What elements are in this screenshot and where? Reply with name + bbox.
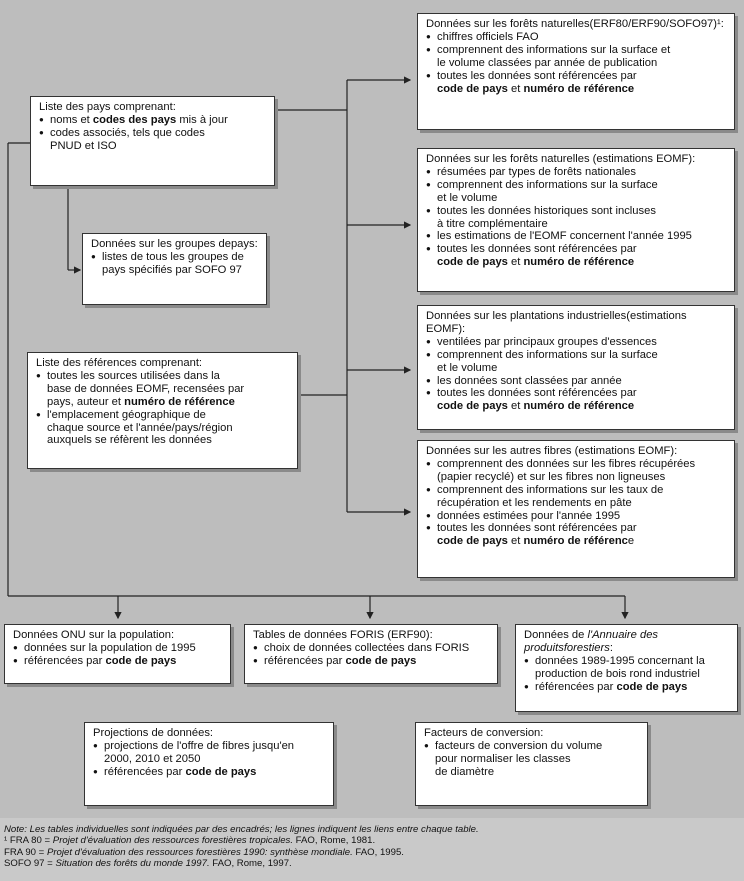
- text-fragment: chiffres officiels FAO: [437, 30, 539, 43]
- bold-fragment: code de pays: [105, 654, 177, 667]
- text-fragment: les estimations de l'EOMF concernent l'année 1995: [437, 230, 692, 243]
- bold-fragment: code de pays: [437, 256, 508, 269]
- text-fragment: ¹ FRA 80 =: [4, 835, 53, 847]
- text-line: [564, 642, 613, 654]
- bullet-item: [13, 642, 224, 655]
- text-fragment: (papier recyclé) et sur les fibres non ligneuses: [437, 470, 666, 483]
- box-title-line: Données sur les forêts naturelles (estimations EOMF):: [426, 153, 696, 165]
- box-title-line: (estimations EOMF):: [426, 310, 687, 335]
- bullet-list: [253, 642, 491, 668]
- text-fragment: pays spécifiés par SOFO 97: [102, 263, 242, 276]
- text-fragment: les données sont classées par année: [437, 374, 622, 387]
- text-fragment: référencées par: [535, 680, 617, 693]
- text-line: [437, 179, 728, 192]
- text-fragment: l'emplacement géographique de: [47, 408, 206, 421]
- text-fragment: noms et: [50, 113, 93, 126]
- bullet-item: [39, 127, 268, 153]
- box-title: [424, 727, 641, 740]
- text-line: [264, 655, 491, 668]
- text-fragment: facteurs de conversion du volume: [435, 739, 603, 752]
- text-fragment: à titre complémentaire: [437, 217, 548, 230]
- italic-fragment: Projet d'évaluation des ressources forestières tropicales.: [52, 835, 293, 847]
- text-fragment: récupération et les rendements en pâte: [437, 496, 632, 509]
- italic-fragment: Projet d'évaluation des ressources forestières 1990: synthèse mondiale.: [46, 846, 353, 858]
- italic-fragment: forestiers: [563, 641, 610, 654]
- italic-fragment: l'Annuaire des produits: [524, 629, 659, 654]
- text-fragment: référencées par: [24, 654, 106, 667]
- bullet-item: [426, 230, 728, 243]
- conversion-box: [415, 722, 648, 806]
- text-fragment: :: [609, 641, 613, 654]
- bold-fragment: code de pays: [437, 400, 508, 413]
- text-line: [104, 740, 327, 753]
- bold-fragment: code de pays: [437, 82, 508, 95]
- bullet-item: [426, 387, 728, 413]
- bold-fragment: code de pays: [437, 535, 508, 548]
- text-fragment: PNUD et ISO: [50, 139, 117, 152]
- box-title-line: Données sur les plantations industrielles: [426, 310, 627, 322]
- bullet-item: [524, 655, 731, 681]
- bullet-item: [36, 370, 291, 409]
- text-fragment: résumées par types de forêts nationales: [437, 165, 636, 178]
- text-fragment: et le volume: [437, 191, 498, 204]
- box-title: [13, 629, 224, 642]
- bullet-item: [424, 740, 641, 779]
- box-title: [91, 238, 260, 251]
- text-line: [47, 434, 291, 447]
- text-fragment: comprennent des informations sur la surface et: [437, 43, 671, 56]
- box-title-line: Projections de données:: [93, 727, 214, 739]
- bullet-list: [93, 740, 327, 779]
- box-title-line: Données sur les forêts naturelles: [426, 18, 590, 30]
- text-line: [437, 400, 728, 413]
- box-title-text: Liste des pays comprenant:: [39, 101, 176, 113]
- text-fragment: comprennent des informations sur la surface: [437, 348, 658, 361]
- text-fragment: Données de: [524, 629, 588, 641]
- text-fragment: référencées par: [104, 765, 186, 778]
- box-title-text: Liste des références comprenant:: [36, 357, 203, 369]
- text-fragment: le volume classées par année de publication: [437, 56, 658, 69]
- text-line: [437, 522, 728, 535]
- references-box: [27, 352, 298, 469]
- box-title-line: pays:: [230, 238, 258, 250]
- text-line: [437, 362, 728, 375]
- bold-fragment: code de pays: [185, 765, 257, 778]
- text-fragment: comprennent des informations sur la surface: [437, 178, 658, 191]
- natural-forests-fra-box: [417, 13, 735, 130]
- box-title: [253, 629, 491, 642]
- text-line: [437, 83, 728, 96]
- text-line: [24, 655, 224, 668]
- plantations-box: [417, 305, 735, 430]
- text-line: [437, 218, 728, 231]
- text-fragment: 2000, 2010 et 2050: [104, 752, 201, 765]
- text-fragment: mis à jour: [176, 113, 228, 126]
- text-line: [437, 349, 728, 362]
- text-line: [535, 668, 731, 681]
- box-title-line: Tables de données FORIS (ERF90):: [253, 629, 433, 641]
- text-line: [47, 370, 291, 383]
- text-fragment: projections de l'offre de fibres jusqu'en: [104, 739, 295, 752]
- text-fragment: production de bois rond industriel: [535, 667, 700, 680]
- text-fragment: chaque source et l'année/pays/région: [47, 421, 233, 434]
- text-fragment: SOFO 97 =: [4, 858, 56, 870]
- text-line: [435, 740, 641, 753]
- text-fragment: FAO, Rome, 1997.: [209, 858, 292, 870]
- box-title: [39, 101, 268, 114]
- bullet-item: [426, 70, 728, 96]
- text-fragment: toutes les données sont référencées par: [437, 243, 637, 256]
- bold-fragment: code de pays: [345, 654, 417, 667]
- text-fragment: et: [507, 256, 524, 269]
- text-line: [104, 753, 327, 766]
- box-title-line: Données sur les autres fibres (estimations EOMF):: [426, 445, 678, 457]
- bold-fragment: codes des pays: [92, 113, 177, 126]
- text-line: [264, 642, 491, 655]
- text-fragment: de diamètre: [435, 765, 495, 778]
- bullet-item: [426, 375, 728, 388]
- text-fragment: pour normaliser les classes: [435, 752, 571, 765]
- box-title: [426, 153, 728, 166]
- bold-fragment: numéro de référence: [523, 256, 635, 269]
- bullet-list: [426, 31, 728, 96]
- bullet-item: [426, 336, 728, 349]
- text-fragment: toutes les données sont référencées par: [437, 387, 637, 400]
- bullet-item: [524, 681, 731, 694]
- bullet-item: [426, 166, 728, 179]
- text-fragment: choix de données collectées dans FORIS: [264, 641, 470, 654]
- country-list-box: [30, 96, 275, 186]
- bullet-list: [424, 740, 641, 779]
- footnote-line: [4, 858, 479, 869]
- text-line: [437, 471, 728, 484]
- bullet-list: [91, 251, 260, 277]
- footnote-line: [4, 847, 479, 858]
- text-line: [102, 251, 260, 264]
- text-line: [4, 858, 292, 869]
- bullet-list: [426, 166, 728, 269]
- text-line: [47, 422, 291, 435]
- footnote-line: [4, 824, 479, 835]
- bullet-list: [524, 655, 731, 694]
- bold-fragment: numéro de référenc: [523, 535, 628, 548]
- text-fragment: données sur la population de 1995: [24, 641, 196, 654]
- other-fibres-box: [417, 440, 735, 578]
- footnote-line: [4, 835, 479, 846]
- box-title: [426, 310, 728, 336]
- text-fragment: et: [507, 82, 524, 95]
- un-population-box: [4, 624, 231, 684]
- bullet-item: [426, 349, 728, 375]
- text-line: [437, 387, 728, 400]
- text-line: [50, 127, 268, 140]
- text-fragment: et le volume: [437, 361, 498, 374]
- bold-fragment: numéro de référence: [124, 395, 235, 408]
- text-line: [437, 230, 728, 243]
- text-line: [437, 166, 728, 179]
- box-title: [426, 445, 728, 458]
- italic-fragment: Les tables individuelles sont indiquées par des encadrés; les lignes indiquent les liens entre chaque table.: [26, 824, 479, 835]
- text-fragment: toutes les données sont référencées par: [437, 522, 637, 535]
- text-fragment: données 1989-1995 concernant la: [535, 654, 705, 667]
- bullet-list: [36, 370, 291, 447]
- text-fragment: codes associés, tels que codes: [50, 126, 205, 139]
- bullet-list: [426, 458, 728, 548]
- bullet-list: [13, 642, 224, 668]
- box-title-line: Données ONU sur la population:: [13, 629, 175, 641]
- text-fragment: toutes les données sont référencées par: [437, 69, 637, 82]
- text-line: [437, 57, 728, 70]
- text-line: [104, 766, 327, 779]
- text-fragment: auxquels se réfèrent les données: [47, 434, 212, 447]
- text-line: [437, 484, 728, 497]
- text-line: [47, 409, 291, 422]
- bullet-item: [39, 114, 268, 127]
- text-line: [435, 753, 641, 766]
- bullet-item: [426, 522, 728, 548]
- bullet-item: [426, 510, 728, 523]
- bold-fragment: code de pays: [616, 680, 688, 693]
- box-title-line: (ERF80/ERF90/SOFO97)¹:: [589, 18, 724, 30]
- text-line: [437, 458, 728, 471]
- text-line: [50, 114, 268, 127]
- text-fragment: FAO, 1995.: [352, 846, 404, 858]
- text-line: [437, 44, 728, 57]
- box-title-line: Facteurs de conversion:: [424, 727, 544, 739]
- bullet-list: [39, 114, 268, 153]
- text-line: [437, 535, 728, 548]
- text-fragment: pays, auteur et: [47, 395, 125, 408]
- bullet-item: [253, 655, 491, 668]
- text-line: [437, 497, 728, 510]
- box-title: [524, 629, 731, 655]
- country-groups-box: [82, 233, 267, 305]
- bullet-item: [36, 409, 291, 448]
- bold-fragment: numéro de référence: [523, 82, 635, 95]
- text-fragment: référencées par: [264, 654, 346, 667]
- text-line: [437, 205, 728, 218]
- text-fragment: comprennent des informations sur les taux de: [437, 483, 664, 496]
- text-line: [437, 256, 728, 269]
- bullet-item: [426, 243, 728, 269]
- text-line: [435, 766, 641, 779]
- text-line: [24, 642, 224, 655]
- italic-fragment: Note:: [4, 824, 27, 835]
- text-line: [437, 243, 728, 256]
- bullet-item: [426, 179, 728, 205]
- text-line: [47, 383, 291, 396]
- text-line: [437, 336, 728, 349]
- bullet-item: [93, 766, 327, 779]
- text-fragment: e: [627, 535, 635, 548]
- footnotes: [4, 824, 479, 870]
- projections-box: [84, 722, 334, 806]
- text-fragment: comprennent des données sur les fibres récupérées: [437, 457, 696, 470]
- text-fragment: FRA 90 =: [4, 846, 47, 858]
- natural-forests-eomf-box: [417, 148, 735, 292]
- text-fragment: et: [507, 535, 524, 548]
- text-fragment: toutes les sources utilisées dans la: [47, 369, 220, 382]
- text-fragment: toutes les données historiques sont incluses: [437, 204, 656, 217]
- text-line: [437, 31, 728, 44]
- text-line: [437, 70, 728, 83]
- text-line: [4, 847, 404, 858]
- bullet-list: [426, 336, 728, 413]
- box-title-line: Données sur les groupes de: [91, 238, 231, 250]
- bullet-item: [426, 458, 728, 484]
- bullet-item: [93, 740, 327, 766]
- bullet-item: [426, 484, 728, 510]
- foris-box: [244, 624, 498, 684]
- text-line: [4, 824, 479, 835]
- text-line: [437, 510, 728, 523]
- italic-fragment: Situation des forêts du monde 1997.: [55, 858, 210, 870]
- text-line: [437, 192, 728, 205]
- text-fragment: données estimées pour l'année 1995: [437, 509, 621, 522]
- text-line: [102, 264, 260, 277]
- bullet-item: [426, 31, 728, 44]
- bold-fragment: numéro de référence: [523, 400, 635, 413]
- bullet-item: [426, 44, 728, 70]
- bullet-item: [253, 642, 491, 655]
- text-fragment: et: [507, 400, 524, 413]
- bullet-item: [13, 655, 224, 668]
- text-fragment: FAO, Rome, 1981.: [293, 835, 376, 847]
- text-line: [535, 655, 731, 668]
- text-line: [50, 140, 268, 153]
- text-fragment: base de données EOMF, recensées par: [47, 382, 245, 395]
- text-line: [535, 681, 731, 694]
- text-fragment: listes de tous les groupes de: [102, 250, 244, 263]
- box-title: [426, 18, 728, 31]
- bullet-item: [91, 251, 260, 277]
- text-line: [4, 835, 375, 846]
- text-line: [437, 375, 728, 388]
- text-line: [47, 396, 291, 409]
- box-title: [36, 357, 291, 370]
- box-title: [93, 727, 327, 740]
- text-fragment: ventilées par principaux groupes d'essences: [437, 335, 657, 348]
- yearbook-box: [515, 624, 738, 712]
- bullet-item: [426, 205, 728, 231]
